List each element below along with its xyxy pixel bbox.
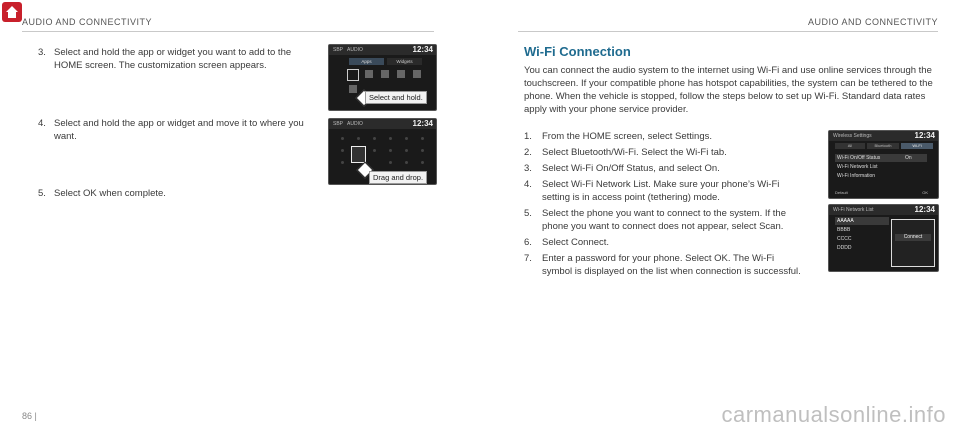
screen-tab: SBP — [333, 121, 344, 127]
home-icon[interactable] — [2, 2, 22, 22]
section-intro: You can connect the audio system to the internet using Wi-Fi and use online services through the touchscreen. If your compatible phone has hotspot capabilities, the system can be tethered to the phone. When the vehicle is stopped, follow the steps below to set up Wi-Fi. Standard data rates apply with your phone service provider. — [524, 65, 933, 115]
grid-slot — [405, 161, 408, 164]
header-divider-left — [22, 31, 434, 32]
network-item: AAAAA — [835, 217, 889, 225]
step-text: Select and hold the app or widget and move it to where you want. — [54, 118, 304, 142]
menu-row-label: Wi-Fi On/Off Status — [837, 155, 881, 161]
tab-apps: Apps — [349, 58, 384, 65]
screen-caption: Drag and drop. — [369, 171, 427, 184]
menu-row-value: On — [905, 155, 912, 161]
screen-title: Wireless Settings — [833, 133, 872, 139]
wifi-step — [524, 252, 804, 278]
step-number: 3. — [38, 47, 46, 58]
screen-clock: 12:34 — [412, 119, 433, 128]
step-number: 7. — [524, 253, 532, 264]
grid-slot — [405, 149, 408, 152]
wifi-step — [524, 207, 804, 233]
screenshot-drag-drop — [328, 118, 437, 185]
grid-slot — [389, 149, 392, 152]
menu-row-wifi-status — [835, 154, 927, 162]
app-icon — [349, 85, 357, 93]
screenshot-network-list — [828, 204, 939, 272]
app-icon — [397, 70, 405, 78]
grid-slot — [373, 137, 376, 140]
grid-slot — [389, 137, 392, 140]
step-number: 4. — [38, 118, 46, 129]
grid-slot — [389, 161, 392, 164]
connect-popup — [891, 219, 935, 267]
step-4 — [38, 117, 308, 143]
section-title: Wi-Fi Connection — [524, 44, 631, 59]
tab-all: All — [835, 143, 865, 149]
step-text: Select and hold the app or widget you want to add to the HOME screen. The customization screen appears. — [54, 47, 292, 71]
grid-slot — [421, 149, 424, 152]
watermark: carmanualsonline.info — [721, 402, 946, 427]
connect-button: Connect — [895, 234, 931, 241]
section-header-right: AUDIO AND CONNECTIVITY — [807, 17, 938, 27]
network-item: CCCC — [837, 236, 852, 242]
step-text: Select Wi-Fi Network List. Make sure your phone’s Wi-Fi setting is in access point (tethering) mode. — [542, 179, 780, 203]
step-text: Select the phone you want to connect to the system. If the phone you want to connect does not appear, select Scan. — [542, 208, 786, 232]
app-icon — [413, 70, 421, 78]
step-text: Select Connect. — [542, 237, 610, 248]
wifi-steps — [524, 130, 804, 281]
default-button: Default — [835, 190, 848, 195]
step-text: From the HOME screen, select Settings. — [542, 131, 713, 142]
step-number: 2. — [524, 147, 532, 158]
menu-row-network-list: Wi-Fi Network List — [837, 164, 878, 170]
header-divider-right — [518, 31, 938, 32]
screen-title: Wi-Fi Network List — [833, 207, 874, 213]
step-text: Enter a password for your phone. Select OK. The Wi-Fi symbol is displayed on the list when connection is successful. — [542, 253, 801, 277]
screen-tab: SBP — [333, 47, 344, 53]
wifi-step — [524, 130, 804, 143]
tab-wifi: Wi-Fi — [901, 143, 933, 149]
wifi-step — [524, 178, 804, 204]
step-number: 4. — [524, 179, 532, 190]
step-number: 6. — [524, 237, 532, 248]
ok-button: OK — [922, 190, 928, 195]
step-number: 5. — [524, 208, 532, 219]
screen-tab: AUDIO — [347, 47, 363, 53]
app-icon-selected — [347, 69, 359, 81]
wifi-step — [524, 162, 804, 175]
screen-clock: 12:34 — [412, 45, 433, 54]
app-icon-dragged — [351, 146, 366, 163]
screenshot-wireless-settings — [828, 130, 939, 199]
step-text: Select OK when complete. — [54, 188, 166, 199]
step-3 — [38, 46, 308, 72]
tab-widgets: Widgets — [387, 58, 422, 65]
step-text: Select Wi-Fi On/Off Status, and select On. — [542, 163, 720, 174]
grid-slot — [357, 137, 360, 140]
app-icon — [365, 70, 373, 78]
step-number: 1. — [524, 131, 532, 142]
wifi-step — [524, 146, 804, 159]
app-icon — [381, 70, 389, 78]
page-number: 86 | — [22, 411, 37, 421]
screen-tab: AUDIO — [347, 121, 363, 127]
grid-slot — [421, 137, 424, 140]
grid-slot — [341, 149, 344, 152]
screen-caption: Select and hold. — [365, 91, 427, 104]
network-item: DDDD — [837, 245, 852, 251]
screen-clock: 12:34 — [914, 131, 935, 140]
step-number: 3. — [524, 163, 532, 174]
step-text: Select Bluetooth/Wi-Fi. Select the Wi-Fi tab. — [542, 147, 727, 158]
grid-slot — [341, 161, 344, 164]
screen-clock: 12:34 — [914, 205, 935, 214]
section-header-left: AUDIO AND CONNECTIVITY — [22, 17, 153, 27]
step-number: 5. — [38, 188, 46, 199]
screenshot-customization — [328, 44, 437, 111]
tab-bluetooth: Bluetooth — [867, 143, 899, 149]
step-5 — [38, 187, 308, 200]
grid-slot — [421, 161, 424, 164]
grid-slot — [373, 149, 376, 152]
grid-slot — [341, 137, 344, 140]
network-item: BBBB — [837, 227, 851, 233]
menu-row-wifi-info: Wi-Fi Information — [837, 173, 876, 179]
wifi-step — [524, 236, 804, 249]
grid-slot — [405, 137, 408, 140]
